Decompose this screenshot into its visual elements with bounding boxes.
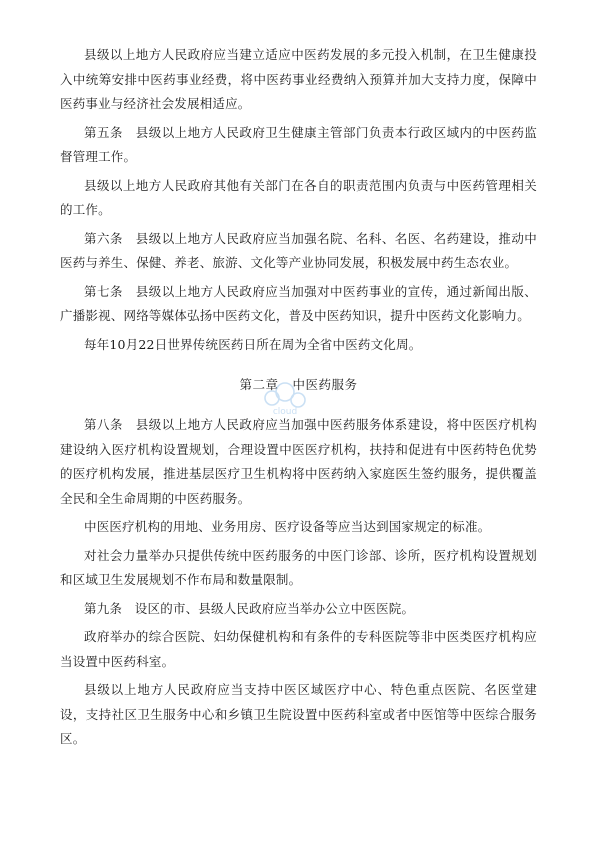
chapter-title: 中医药服务 <box>292 377 358 392</box>
paragraph-other-departments: 县级以上地方人民政府其他有关部门在各自的职责范围内负责与中医药管理相关的工作。 <box>60 177 537 217</box>
document-body <box>60 43 537 752</box>
chapter-number: 第二章 <box>239 377 279 392</box>
svg-text:cloud: cloud <box>272 407 298 417</box>
paragraph-tcm-departments: 政府举办的综合医院、妇幼保健机构和有条件的专科医院等非中医类医疗机构应当设置中医药科室。 <box>60 629 537 669</box>
paragraph-article-8: 第八条 县级以上地方人民政府应当加强中医药服务体系建设，将中医医疗机构建设纳入医疗机构设置规划，合理设置中医医疗机构，扶持和促进有中医药特色优势的医疗机构发展，推进基层医疗卫生机构将中医药纳入家庭医生签约服务，提供覆盖全民和全生命周期的中医药服务。 <box>60 417 537 506</box>
chapter-heading <box>60 373 537 397</box>
paragraph-article-7: 第七条 县级以上地方人民政府应当加强对中医药事业的宣传，通过新闻出版、广播影视、网络等媒体弘扬中医药文化，普及中医药知识，提升中医药文化影响力。 <box>60 283 537 323</box>
paragraph-social-clinics: 对社会力量举办只提供传统中医药服务的中医门诊部、诊所，医疗机构设置规划和区域卫生发展规划不作布局和数量限制。 <box>60 547 537 587</box>
paragraph-culture-week: 每年10月22日世界传统医药日所在周为全省中医药文化周。 <box>84 336 422 352</box>
paragraph-article-6: 第六条 县级以上地方人民政府应当加强名院、名科、名医、名药建设，推动中医药与养生、保健、养老、旅游、文化等产业协同发展，积极发展中药生态农业。 <box>60 230 537 270</box>
paragraph-facility-standards: 中医医疗机构的用地、业务用房、医疗设备等应当达到国家规定的标准。 <box>84 519 491 534</box>
paragraph-article-5: 第五条 县级以上地方人民政府卫生健康主管部门负责本行政区域内的中医药监督管理工作。 <box>60 124 537 164</box>
paragraph-regional-centers: 县级以上地方人民政府应当支持中医区域医疗中心、特色重点医院、名医堂建设，支持社区卫生服务中心和乡镇卫生院设置中医药科室或者中医馆等中医综合服务区。 <box>60 682 537 746</box>
paragraph-investment-mechanism: 县级以上地方人民政府应当建立适应中医药发展的多元投入机制，在卫生健康投入中统筹安排中医药事业经费，将中医药事业经费纳入预算并加大支持力度，保障中医药事业与经济社会发展相适应。 <box>60 47 537 111</box>
paragraph-article-9: 第九条 设区的市、县级人民政府应当举办公立中医医院。 <box>84 600 415 616</box>
